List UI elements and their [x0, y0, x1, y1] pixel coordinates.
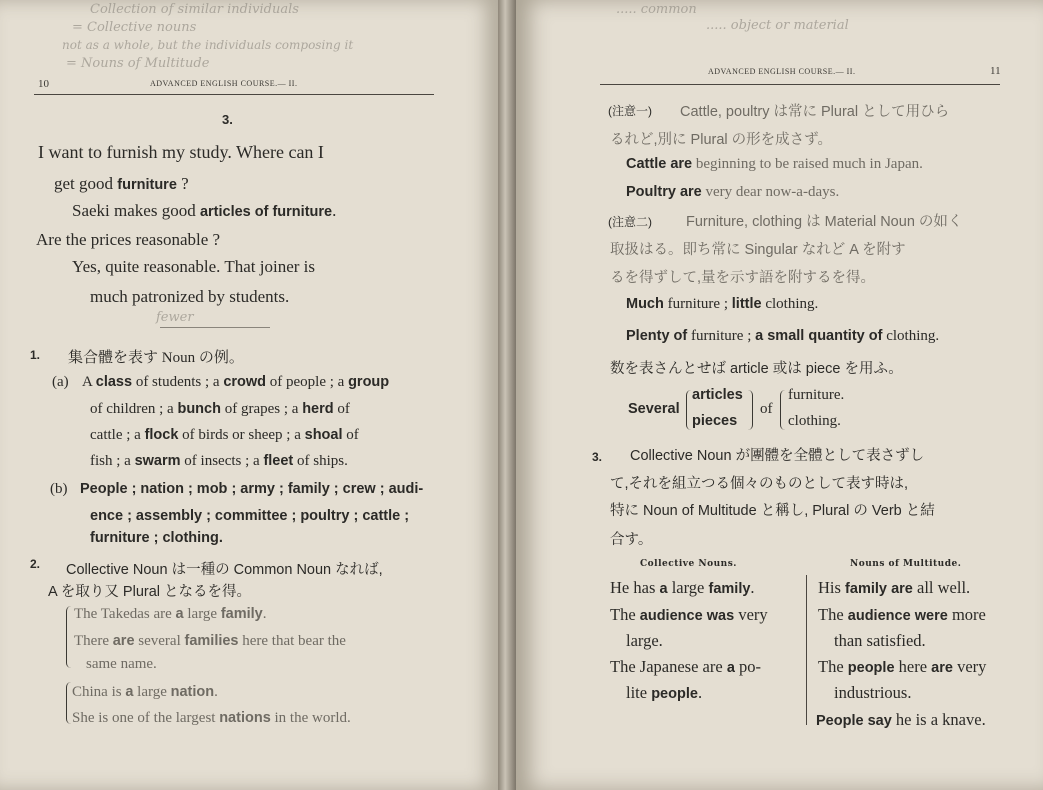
bracket: [66, 682, 71, 724]
dialogue-line: I want to furnish my study. Where can I: [38, 142, 324, 162]
dialogue-line: Saeki makes good articles of furniture.: [72, 201, 337, 220]
note-line: Furniture, clothing は Material Noun の如く: [686, 214, 963, 230]
item-number: 1.: [30, 348, 41, 362]
header-rule: [34, 94, 434, 95]
pencil-note: ..... object or material: [706, 18, 849, 33]
pencil-note: fewer: [156, 310, 194, 325]
note-line: 取扱はる。即ち常に Singular なれど A を附す: [610, 242, 906, 258]
example-line: industrious.: [834, 683, 912, 702]
bracket: [748, 390, 753, 430]
running-header: ADVANCED ENGLISH COURSE.— II.: [150, 79, 298, 88]
example-line: than satisfied.: [834, 631, 926, 650]
example-line: A class of students ; a crowd of people ; a group: [82, 374, 390, 390]
item-heading: 集合體を表す Noun の例。: [68, 350, 244, 366]
rule-line: Collective Noun は一種の Common Noun なれば,: [66, 562, 383, 578]
example-line: His family are all well.: [818, 578, 971, 597]
example-line: cattle ; a flock of birds or sheep ; a shoal of: [90, 427, 359, 443]
note-line: るを得ずして,量を示す語を附するを得。: [610, 270, 876, 286]
example-line: The audience was very: [610, 605, 768, 624]
of-word: of: [760, 401, 773, 417]
bracket: [66, 606, 71, 668]
noun-list-line: People ; nation ; mob ; army ; family ; crew ; audi-: [80, 481, 424, 497]
example-line: He has a large family.: [610, 578, 755, 597]
dialogue-line: much patronized by students.: [90, 287, 290, 306]
pencil-note: = Nouns of Multitude: [66, 56, 210, 71]
pencil-rule: [160, 327, 270, 328]
dialogue-line: get good furniture ?: [54, 174, 189, 193]
pencil-note: not as a whole, but the individuals composing it: [62, 38, 354, 52]
book-gutter: [498, 0, 516, 790]
item-number: 3.: [592, 450, 603, 464]
noun-list-line: ence ; assembly ; committee ; poultry ; cattle ;: [90, 508, 410, 524]
note-line: るれど,別に Plural の形を成さず。: [610, 132, 832, 148]
example-line: fish ; a swarm of insects ; a fleet of ships.: [90, 453, 348, 469]
dialogue-line: Are the prices reasonable ?: [36, 230, 221, 249]
example-line: Cattle are beginning to be raised much in Japan.: [626, 156, 923, 172]
example-line: of children ; a bunch of grapes ; a herd of: [90, 401, 350, 417]
example-line: The people here are very: [818, 657, 987, 676]
example-line: Plenty of furniture ; a small quantity of clothing.: [626, 328, 940, 344]
section-number: 3.: [222, 112, 233, 127]
unit-word: articles: [692, 387, 743, 403]
example-line: The Japanese are a po-: [610, 657, 762, 676]
example-line: She is one of the largest nations in the world.: [72, 710, 351, 726]
column-divider: [806, 575, 807, 725]
header-rule: [600, 84, 1000, 85]
example-line: Much furniture ; little clothing.: [626, 296, 819, 312]
note-label: (注意二): [608, 215, 652, 229]
note-label: (注意一): [608, 104, 652, 118]
example-line: large.: [626, 631, 663, 650]
page-number: 11: [990, 65, 1001, 77]
item-label: (a): [52, 374, 69, 390]
running-header: ADVANCED ENGLISH COURSE.— II.: [708, 67, 856, 76]
example-line: People say he is a knave.: [816, 710, 986, 729]
noun-list-line: furniture ; clothing.: [90, 530, 223, 546]
example-line: The audience were more: [818, 605, 986, 624]
left-page: [0, 0, 498, 790]
item-number: 2.: [30, 557, 41, 571]
rule-line: 合す。: [610, 532, 653, 548]
rule-line: 数を表さんとせば article 或は piece を用ふ。: [610, 361, 903, 377]
rule-line: て,それを組立つる個々のものとして表す時は,: [610, 476, 909, 492]
pencil-note: ..... common: [616, 2, 697, 17]
several-label: Several: [628, 401, 680, 417]
rule-line: 特に Noun of Multitude と稱し, Plural の Verb と結: [610, 503, 935, 519]
pencil-note: = Collective nouns: [72, 20, 197, 35]
column-header: Collective Nouns.: [640, 559, 737, 569]
pencil-note: Collection of similar individuals: [90, 2, 299, 17]
bracket: [780, 390, 785, 430]
material-word: clothing.: [788, 413, 841, 429]
right-page: [516, 0, 1043, 790]
item-label: (b): [50, 481, 68, 497]
example-line: lite people.: [626, 683, 703, 702]
bracket: [686, 390, 691, 430]
example-line: Poultry are very dear now-a-days.: [626, 184, 840, 200]
page-number: 10: [38, 78, 49, 90]
example-line: There are several families here that bear the: [74, 633, 346, 649]
example-line: The Takedas are a large family.: [74, 606, 267, 622]
unit-word: pieces: [692, 413, 738, 429]
column-header: Nouns of Multitude.: [850, 559, 962, 569]
rule-line: A を取り又 Plural となるを得。: [48, 584, 252, 600]
rule-line: Collective Noun が團體を全體として表さずし: [630, 448, 925, 464]
note-line: Cattle, poultry は常に Plural として用ひら: [680, 104, 950, 120]
example-line: China is a large nation.: [72, 684, 218, 700]
dialogue-line: Yes, quite reasonable. That joiner is: [72, 257, 315, 276]
material-word: furniture.: [788, 387, 845, 403]
example-line: same name.: [86, 656, 157, 672]
